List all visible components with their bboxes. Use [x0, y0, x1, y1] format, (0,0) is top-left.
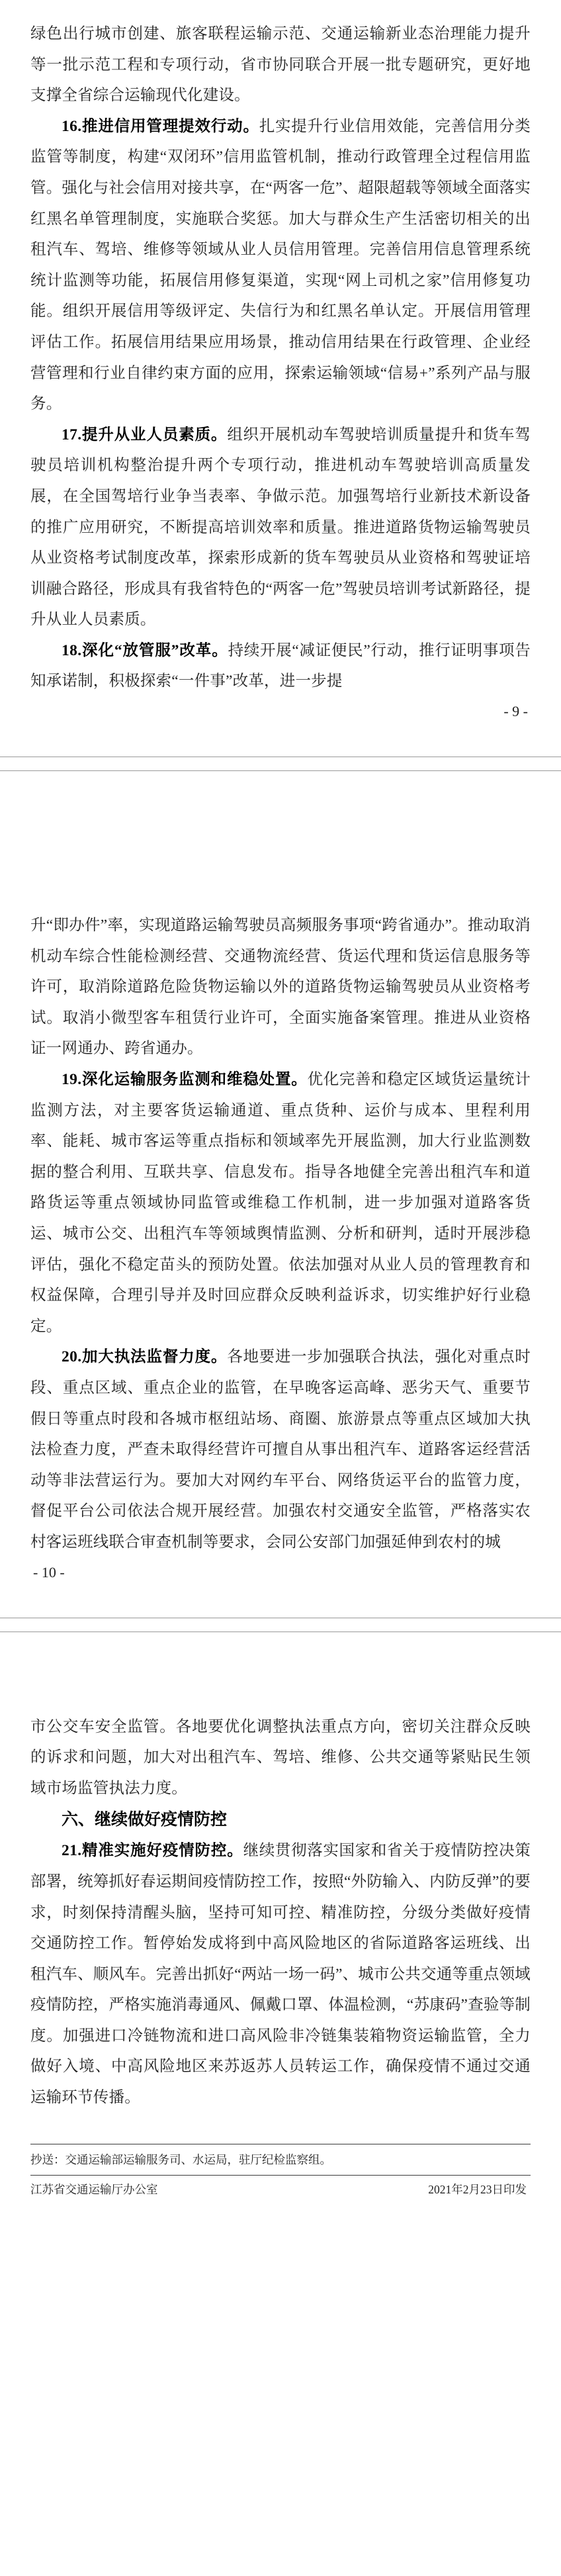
paragraph-text-21: 继续贯彻落实国家和省关于疫情防控决策部署，统筹抓好春运期间疫情防控工作，按照“外防输入、内防反弹”的要求，时刻保持清醒头脑，坚持可知可控、精准防控，分级分类做好疫情交通防控工作。暂停始发成将到中高风险地区的省际道路客运班线、出租汽车、顺风车。完善出抓好“两站一场一码”、城市公共交通等重点领域疫情防控，严格实施消毒通风、佩戴口罩、体温检测，“苏康码”查验等制度。加强进口冷链物流和进口高风险非冷链集装箱物资运输监管，全力做好入境、中高风险地区来苏返苏人员转运工作，确保疫情不通过交通运输环节传播。 — [30, 1842, 531, 2107]
document-page-9 — [0, 0, 561, 757]
paragraph-text-19: 优化完善和稳定区域货运量统计监测方法，对主要客货运输通道、重点货种、运价与成本、里程利用率、能耗、城市客运等重点指标和领域率先开展监测，加大行业监测数据的整合利用、互联共享、信息发布。指导各地健全完善出租汽车和道路货运等重点领域协同监管或维稳工作机制，进一步加强对道路客货运、城市公交、出租汽车等领域舆情监测、分析和研判，适时开展涉稳评估，强化不稳定苗头的预防处置。依法加强对从业人员的管理教育和权益保障，合理引导并及时回应群众反映利益诉求，切实维护好行业稳定。 — [30, 1071, 531, 1335]
section-heading-6: 六、继续做好疫情防控 — [62, 1810, 228, 1829]
page-number-9: - 9 - — [503, 703, 528, 720]
document-page-10 — [0, 771, 561, 1617]
document-page-11 — [0, 1632, 561, 2211]
page-11-top-margin — [0, 1632, 561, 1712]
footer-gap — [0, 2113, 561, 2144]
document-footer — [0, 2144, 561, 2211]
paragraph-text-17: 组织开展机动车驾驶培训质量提升和货车驾驶员培训机构整治提升两个专项行动，推进机动车驾驶培训高质量发展，在全国驾培行业争当表率、争做示范。加强驾培行业新技术新设备的推广应用研究，不断提高培训效率和质量。推进道路货物运输驾驶员从业资格考试制度改革，探索形成新的货车驾驶员从业资格和驾驶证培训融合路径，形成具有我省特色的“两客一危”驾驶员培训考试新路径，提升从业人员素质。 — [30, 426, 531, 629]
page-10-body — [0, 910, 561, 1587]
paragraph-continued: 绿色出行城市创建、旅客联程运输示范、交通运输新业态治理能力提升等一批示范工程和专项行动，省市协同联合开展一批专题研究，更好地支撑全省综合运输现代化建设。 — [30, 25, 531, 105]
paragraph-item-18 — [30, 635, 531, 697]
page-10-top-margin — [0, 771, 561, 910]
paragraph-text-18: 持续开展“减证便民”行动，推行证明事项告知承诺制，积极探索“一件事”改革，进一步提 — [30, 641, 531, 690]
footer-divider-bottom — [30, 2175, 531, 2176]
paragraph-item-20 — [30, 1342, 531, 1557]
paragraph-lead-18: 18.深化“放管服”改革。 — [62, 641, 228, 659]
page-top-margin — [0, 0, 561, 19]
paragraph-lead-16: 16.推进信用管理提效行动。 — [62, 117, 259, 135]
footer-copy-to: 抄送：交通运输部运输服务司、水运局，驻厅纪检监察组。 — [30, 2152, 331, 2166]
page-11-body — [0, 1712, 561, 2113]
footer-issuer-row — [30, 2180, 531, 2199]
paragraph-item-19 — [30, 1064, 531, 1342]
paragraph-continued: 升“即办件”率，实现道路运输驾驶员高频服务事项“跨省通办”。推动取消机动车综合性能检测经营、交通物流经营、货运代理和货运信息服务等许可，取消除道路危险货物运输以外的道路货物运输驾驶员从业资格考试。取消小微型客车租赁行业许可，全面实施备案管理。推进从业资格证一网通办、跨省通办。 — [30, 917, 531, 1058]
footer-issuer: 江苏省交通运输厅办公室 — [30, 2182, 158, 2196]
paragraph-text-20: 各地要进一步加强联合执法，强化对重点时段、重点区域、重点企业的监管，在早晚客运高峰、恶劣天气、重要节假日等重点时段和各城市枢纽站场、商圈、旅游景点等重点区域加大执法检查力度，严查未取得经营许可擅自从事出租汽车、道路客运经营活动等非法营运行为。要加大对网约车平台、网络货运平台的监管力度，督促平台公司依法合规开展经营。加强农村交通安全监管，严格落实农村客运班线联合审查机制等要求，会同公安部门加强延伸到农村的城 — [30, 1348, 531, 1551]
footer-date: 2021年2月23日印发 — [428, 2182, 527, 2196]
paragraph-item-21 — [30, 1835, 531, 2113]
page-9-body — [0, 19, 561, 726]
paragraph-lead-17: 17.提升从业人员素质。 — [62, 426, 228, 443]
page-number-10: - 10 - — [33, 1563, 65, 1581]
paragraph-continued: 市公交车安全监管。各地要优化调整执法重点方向，密切关注群众反映的诉求和问题，加大对出租汽车、驾培、维修、公共交通等紧贴民生领域市场监管执法力度。 — [30, 1718, 531, 1797]
paragraph-item-16 — [30, 111, 531, 420]
page-separator — [0, 757, 561, 771]
paragraph-lead-19: 19.深化运输服务监测和维稳处置。 — [62, 1071, 308, 1089]
paragraph-text-16: 扎实提升行业信用效能，完善信用分类监管等制度，构建“双闭环”信用监管机制，推动行政管理全过程信用监管。强化与社会信用对接共享，在“两客一危”、超限超载等领域全面落实红黑名单管理制度，实施联合奖惩。加大与群众生产生活密切相关的出租汽车、驾培、维修等领域从业人员信用管理。完善信用信息管理系统统计监测等功能，拓展信用修复渠道，实现“网上司机之家”信用修复功能。组织开展信用等级评定、失信行为和红黑名单认定。开展信用管理评估工作。拓展信用结果应用场景，推动信用结果在行政管理、企业经营管理和行业自律约束方面的应用，探索运输领域“信易+”系列产品与服务。 — [30, 117, 531, 413]
paragraph-lead-21: 21.精准实施好疫情防控。 — [62, 1842, 243, 1860]
page-bottom-margin — [0, 1587, 561, 1618]
page-bottom-margin — [0, 726, 561, 757]
paragraph-lead-20: 20.加大执法监督力度。 — [62, 1348, 228, 1366]
page-separator — [0, 1618, 561, 1632]
paragraph-item-17 — [30, 420, 531, 635]
